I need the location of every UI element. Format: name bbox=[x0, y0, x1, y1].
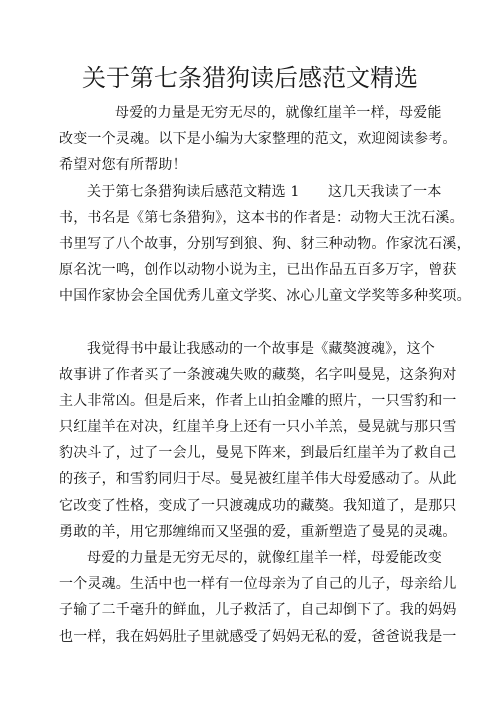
paragraph-line: 豹决斗了，过了一会儿，曼晃下阵来，到最后红崖羊为了救自己 bbox=[59, 445, 457, 462]
document-title: 关于第七条猎狗读后感范文精选 bbox=[82, 64, 418, 92]
paragraph-line: 子输了二千毫升的鲜血，儿子救活了，自己却倒下了。我的妈妈 bbox=[59, 602, 457, 619]
paragraph-line: 也一样，我在妈妈肚子里就感受了妈妈无私的爱，爸爸说我是一 bbox=[59, 628, 457, 645]
paragraph-line: 原名沈一鸣，创作以动物小说为主，已出作品五百多万字，曾获 bbox=[59, 262, 457, 279]
paragraph-line: 主人非常凶。但是后来，作者上山拍金雕的照片，一只雪豹和一 bbox=[59, 392, 457, 409]
document-body bbox=[59, 100, 471, 650]
paragraph-line: 希望对您有所帮助！ bbox=[59, 157, 187, 174]
paragraph-line: 的孩子，和雪豹同归于尽。曼晃被红崖羊伟大母爱感动了。从此 bbox=[59, 471, 457, 488]
paragraph-line: 母爱的力量是无穷无尽的，就像红崖羊一样，母爱能改变 bbox=[87, 550, 442, 566]
paragraph-line: 中国作家协会全国优秀儿童文学奖、冰心儿童文学奖等多种奖项。 bbox=[59, 288, 471, 305]
paragraph-line: 只红崖羊在对决，红崖羊身上还有一只小羊羔，曼晃就与那只雪 bbox=[59, 419, 457, 436]
paragraph-line: 关于第七条猎狗读后感范文精选 1 这几天我读了一本 bbox=[87, 183, 442, 200]
paragraph-line: 书，书名是《第七条猎狗》，这本书的作者是：动物大王沈石溪。 bbox=[59, 209, 464, 226]
paragraph-line: 书里写了八个故事，分别写到狼、狗、豺三种动物。作家沈石溪， bbox=[59, 235, 471, 252]
paragraph-line: 母爱的力量是无穷无尽的，就像红崖羊一样，母爱能 bbox=[115, 105, 442, 121]
paragraph-line: 故事讲了作者买了一条渡魂失败的藏獒，名字叫曼晃，这条狗对 bbox=[59, 366, 457, 383]
paragraph-line: 勇敢的羊，用它那缠绵而又坚强的爱，重新塑造了曼晃的灵魂。 bbox=[59, 523, 457, 540]
paragraph-line: 我觉得书中最让我感动的一个故事是《藏獒渡魂》，这个 bbox=[87, 340, 435, 357]
paragraph-line: 它改变了性格，变成了一只渡魂成功的藏獒。我知道了，是那只 bbox=[59, 497, 457, 514]
paragraph-line: 改变一个灵魂。以下是小编为大家整理的范文，欢迎阅读参考。 bbox=[59, 131, 457, 148]
paragraph-gap bbox=[59, 310, 459, 336]
paragraph-line: 一个灵魂。生活中也一样有一位母亲为了自己的儿子，母亲给儿 bbox=[59, 576, 457, 593]
